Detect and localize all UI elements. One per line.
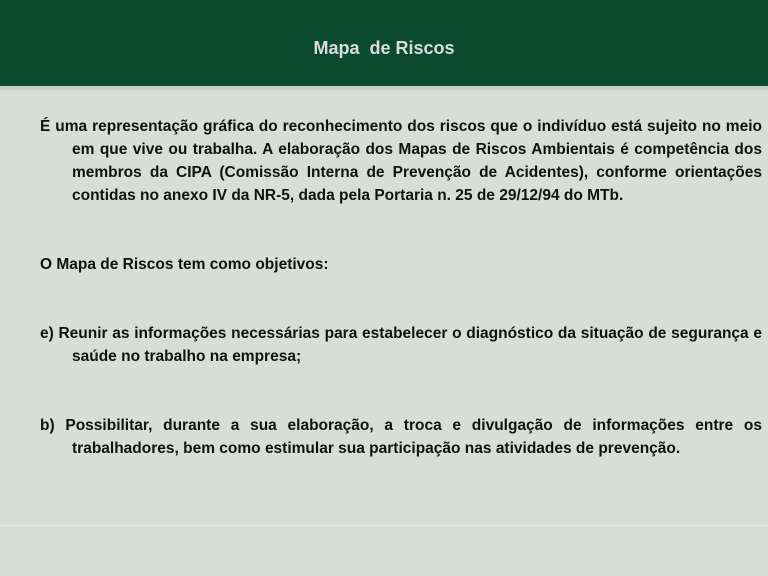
objective-item: b) Possibilitar, durante a sua elaboração, a troca e divulgação de informações entre os trabalhadores, bem como estimular sua participação nas atividades de prevenção. — [40, 417, 762, 457]
slide-title: Mapa de Riscos — [313, 38, 455, 58]
slide-header — [0, 0, 768, 90]
footer-divider — [0, 525, 768, 526]
objectives-heading: O Mapa de Riscos tem como objetivos: — [40, 256, 329, 273]
definition-paragraph: É uma representação gráfica do reconhecimento dos riscos que o indivíduo está sujeito no meio em que vive ou trabalha. A elaboração dos Mapas de Riscos Ambientais é competência dos membros da CIPA (Comissão Interna de Prevenção de Acidentes), conforme orientações contidas no anexo IV da NR-5, dada pela Portaria n. 25 de 29/12/94 do MTb. — [40, 118, 762, 204]
objective-item: e) Reunir as informações necessárias para estabelecer o diagnóstico da situação de segurança e saúde no trabalho na empresa; — [40, 325, 762, 365]
slide-content — [40, 115, 762, 460]
